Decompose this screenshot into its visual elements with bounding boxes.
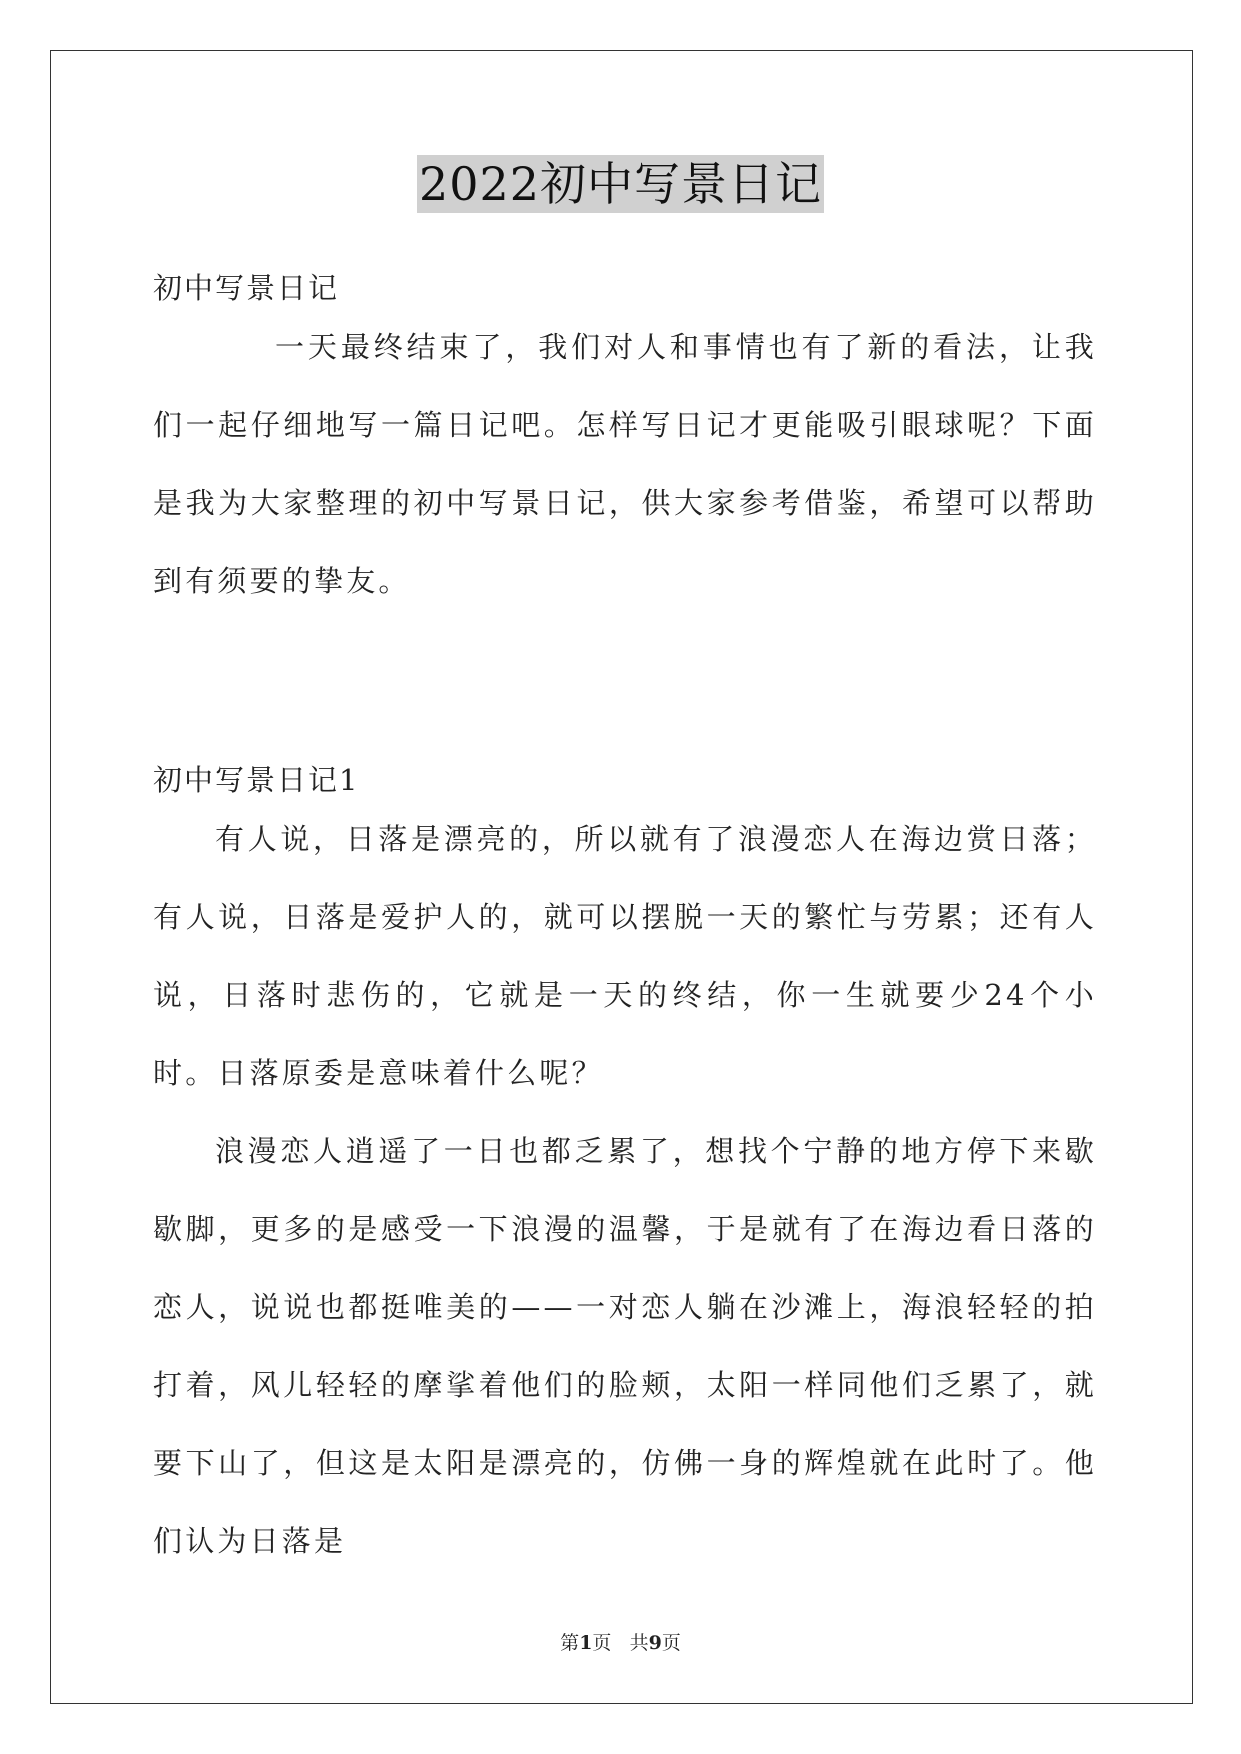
document-title: 2022初中写景日记 (418, 157, 823, 211)
total-pages-number: 9 (648, 1632, 662, 1654)
footer-total-suffix: 页 (661, 1632, 681, 1654)
body-paragraph-1: 有人说，日落是漂亮的，所以就有了浪漫恋人在海边赏日落；有人说，日落是爱护人的，就可以摆脱一天的繁忙与劳累；还有人说，日落时悲伤的，它就是一天的终结，你一生就要少24个小时。日落原委是意味着什么呢？ (153, 822, 1097, 1090)
footer-page-suffix: 页 (592, 1632, 612, 1654)
page-footer (0, 1630, 1241, 1656)
section-heading: 初中写景日记1 (153, 763, 360, 797)
footer-total-prefix: 共 (629, 1632, 649, 1654)
body-paragraph-2: 浪漫恋人逍遥了一日也都乏累了，想找个宁静的地方停下来歇歇脚，更多的是感受一下浪漫的温馨，于是就有了在海边看日落的恋人，说说也都挺唯美的——一对恋人躺在沙滩上，海浪轻轻的拍打着，风儿轻轻的摩挲着他们的脸颊，太阳一样同他们乏累了，就要下山了，但这是太阳是漂亮的，仿佛一身的辉煌就在此时了。他们认为日落是 (153, 1134, 1097, 1558)
footer-prefix: 第 (560, 1632, 580, 1654)
intro-paragraph: 一天最终结束了，我们对人和事情也有了新的看法，让我们一起仔细地写一篇日记吧。怎样写日记才更能吸引眼球呢？下面是我为大家整理的初中写景日记，供大家参考借鉴，希望可以帮助到有须要的挚友。 (153, 330, 1097, 598)
current-page-number: 1 (579, 1632, 593, 1654)
document-subtitle: 初中写景日记 (153, 271, 340, 305)
title-container (0, 155, 1241, 213)
